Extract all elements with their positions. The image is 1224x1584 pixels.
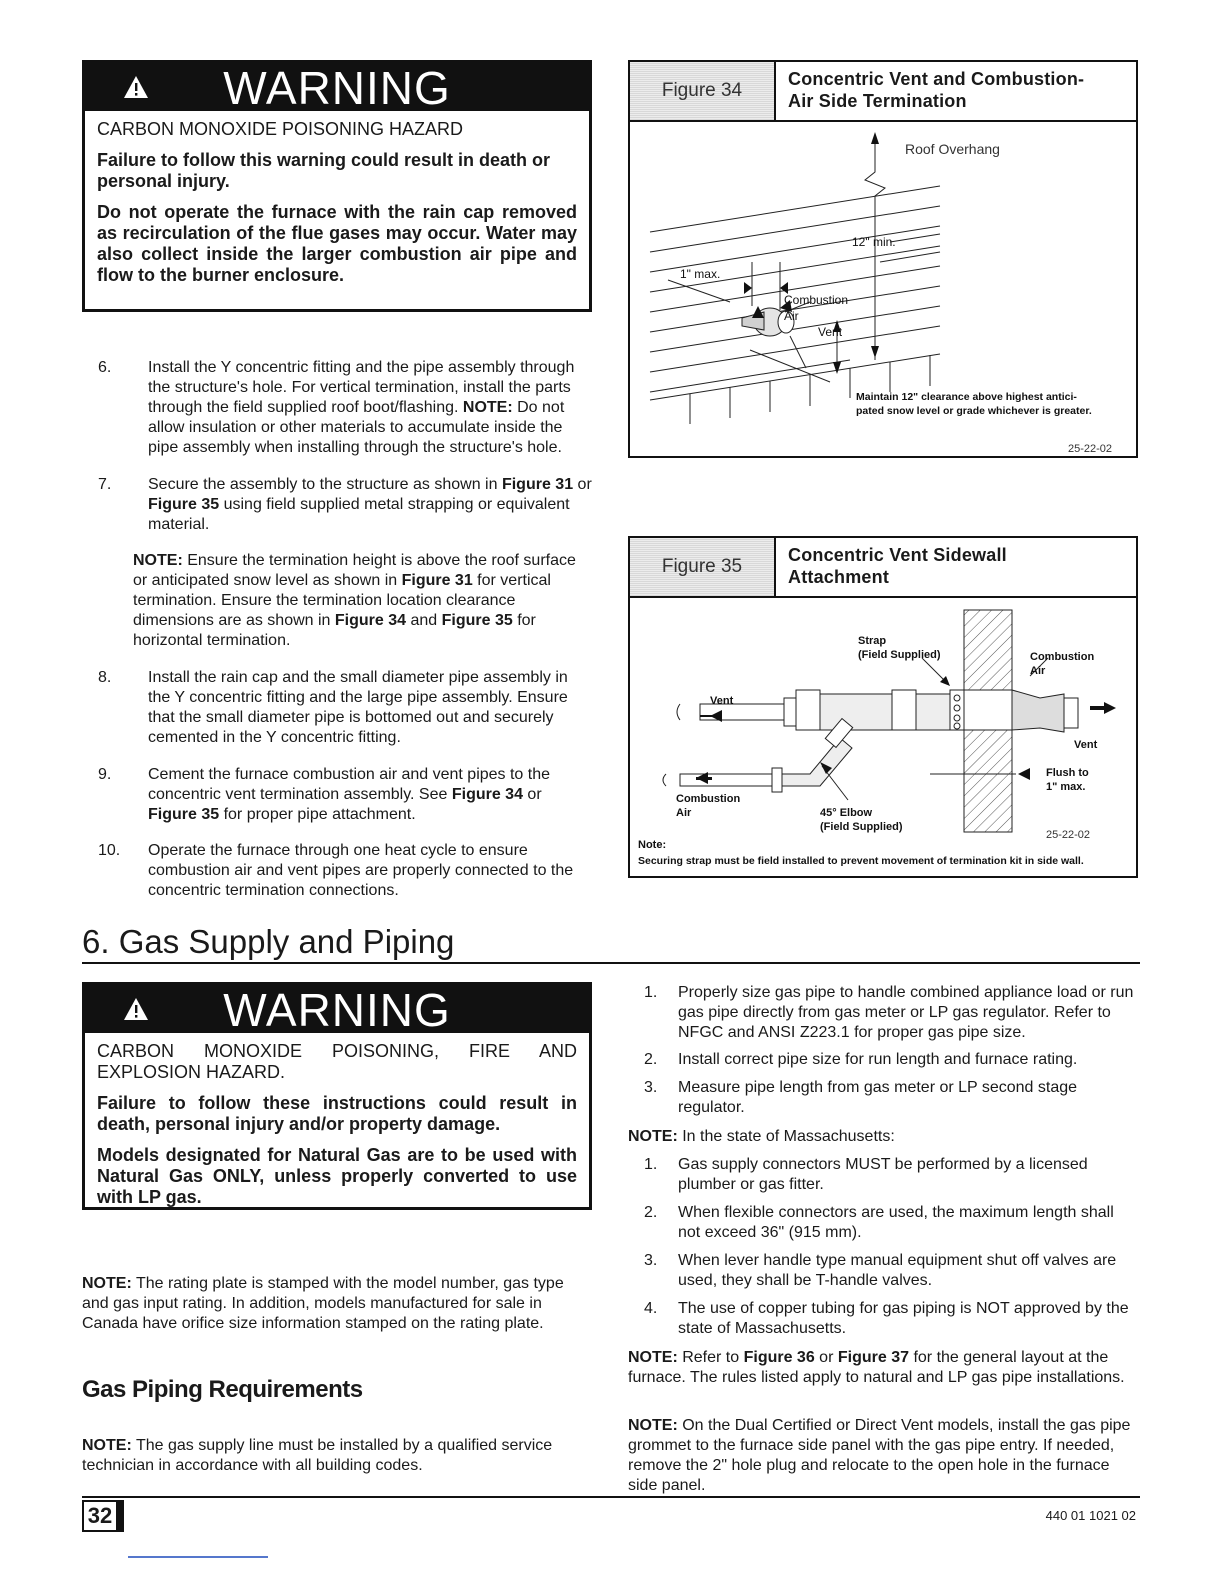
air-label: Air — [1030, 665, 1046, 677]
list-number: 8. — [98, 669, 112, 686]
note-qualified-technician: NOTE: The gas supply line must be installed by a qualified service technician in accordance with all building codes. — [82, 1437, 553, 1474]
combustion-air-left-label-1: Combustion — [676, 793, 741, 805]
list-text: Operate the furnace through one heat cycle to ensure combustion air and vent pipes are properly connected to the concentric termination connections. — [148, 842, 574, 899]
page-number-bar — [118, 1500, 124, 1532]
maintain-clearance-line2: pated snow level or grade whichever is greater. — [856, 405, 1092, 417]
note-text: Securing strap must be field installed to prevent movement of termination kit in side wall. — [638, 855, 1084, 867]
elbow-label: 45° Elbow — [820, 807, 873, 819]
combustion-label: Combustion — [784, 293, 849, 307]
list-text: Install the Y concentric fitting and the pipe assembly through the structure's hole. For vertical termination, install the parts through the field supplied roof boot/flashing. NOTE: Do not allow insulation or other materials to accumulate inside the pipe assembly when installing through the structure's hole. — [148, 359, 575, 456]
warning-header — [85, 984, 589, 1036]
list-text: When flexible connectors are used, the maximum length shall not exceed 36" (915 mm). — [678, 1204, 1114, 1241]
figure-code: 25-22-02 — [1068, 443, 1113, 455]
list-text: Install the rain cap and the small diameter pipe assembly in the Y concentric fitting and the large pipe assembly. Ensure that the small diameter pipe is bottomed out and securely cemented in the Y concentric fitting. — [148, 669, 568, 746]
note-dual-certified: NOTE: On the Dual Certified or Direct Vent models, install the gas pipe grommet to the furnace side panel with the gas pipe entry. If needed, remove the 2" hole plug and relocate to the open hole in the furnace side panel. — [628, 1417, 1131, 1494]
figure-label: Figure 34 — [630, 62, 776, 120]
warning-consequence: Failure to follow these instructions could result in death, personal injury and/or property damage. — [97, 1093, 577, 1134]
warning-heading: WARNING — [223, 62, 451, 114]
air-label: Air — [784, 309, 799, 323]
list-number: 7. — [98, 476, 112, 493]
note-rating-plate: NOTE: The rating plate is stamped with the model number, gas type and gas input rating. In addition, models manufactured for sale in Canada have orifice size information stamped on the rating plate. — [82, 1275, 564, 1332]
twelve-min-label: 12" min. — [852, 235, 896, 249]
warning-box-gas — [82, 982, 592, 1210]
list-text: Gas supply connectors MUST be performed by a licensed plumber or gas fitter. — [678, 1156, 1088, 1193]
figure-code: 25-22-02 — [1046, 829, 1091, 841]
list-number: 1. — [644, 1156, 658, 1173]
figure-34 — [628, 60, 1138, 458]
flush-to-label: Flush to — [1046, 767, 1089, 779]
subheading: Gas Piping Requirements — [82, 1376, 363, 1403]
combustion-air-left-label-2: Air — [676, 807, 692, 819]
figure-title: Concentric Vent Sidewall Attachment — [788, 545, 1007, 587]
warning-hazard: CARBON MONOXIDE POISONING, FIRE AND EXPLOSION HAZARD. — [97, 1041, 577, 1082]
vent-label: Vent — [818, 325, 843, 339]
note-massachusetts: NOTE: In the state of Massachusetts: — [628, 1128, 895, 1145]
figure-35 — [628, 536, 1138, 878]
list-number: 4. — [644, 1300, 658, 1317]
warning-hazard: CARBON MONOXIDE POISONING HAZARD — [97, 119, 464, 139]
warning-header — [85, 62, 589, 114]
strap-field-supplied-label: (Field Supplied) — [858, 649, 941, 661]
list-text: Secure the assembly to the structure as shown in Figure 31 or Figure 35 using field supplied metal strapping or equivalent material. — [148, 476, 592, 533]
list-text: Properly size gas pipe to handle combined appliance load or run gas pipe directly from gas meter or LP gas regulator. Refer to NFGC and ANSI Z223.1 for proper gas pipe size. — [678, 984, 1134, 1041]
vent-left-label: Vent — [710, 695, 734, 707]
figure-label: Figure 35 — [630, 538, 776, 596]
warning-instruction: Do not operate the furnace with the rain cap removed as recirculation of the flue gases may occur. Water may also collect inside the larger combustion air pipe and flow to the burner enclosure. — [97, 202, 577, 285]
page-number: 32 — [82, 1500, 118, 1532]
maintain-clearance-line1: Maintain 12" clearance above highest antici- — [856, 391, 1077, 403]
note-label: Note: — [638, 839, 667, 851]
footer-rule — [82, 1496, 1140, 1498]
figure-title: Concentric Vent and Combustion- Air Side Termination — [788, 69, 1085, 111]
list-text: Cement the furnace combustion air and vent pipes to the concentric vent termination assembly. See Figure 34 or Figure 35 for proper pipe attachment. — [148, 766, 551, 823]
section-title: 6. Gas Supply and Piping — [82, 923, 455, 960]
vent-right-label: Vent — [1074, 739, 1098, 751]
strap-label: Strap — [858, 635, 887, 647]
list-text: When lever handle type manual equipment shut off valves are used, they shall be T-handle valves. — [678, 1252, 1117, 1289]
one-max-label: 1" max. — [680, 267, 721, 281]
list-number: 9. — [98, 766, 112, 783]
list-number: 10. — [98, 842, 121, 859]
warning-instruction: Models designated for Natural Gas are to be used with Natural Gas ONLY, unless properly converted to use with LP gas. — [97, 1145, 577, 1207]
note-termination-height: NOTE: Ensure the termination height is above the roof surface or anticipated snow level as shown in Figure 31 for vertical termination. Ensure the termination location clearance dimensions are as shown in Figure 34 and Figure 35 for horizontal termination. — [133, 552, 576, 649]
one-max-label: 1" max. — [1046, 781, 1086, 793]
roof-overhang-label: Roof Overhang — [905, 141, 1000, 157]
side-termination-diagram — [630, 122, 1136, 456]
warning-consequence: Failure to follow this warning could result in death or personal injury. — [97, 150, 551, 191]
list-number: 6. — [98, 359, 112, 376]
document-number: 440 01 1021 02 — [1045, 1508, 1136, 1523]
list-number: 3. — [644, 1252, 658, 1269]
list-number: 2. — [644, 1204, 658, 1221]
list-number: 3. — [644, 1079, 658, 1096]
list-text: Install correct pipe size for run length and furnace rating. — [678, 1051, 1078, 1068]
warning-heading: WARNING — [223, 984, 451, 1036]
blue-divider — [128, 1556, 268, 1558]
list-text: Measure pipe length from gas meter or LP second stage regulator. — [678, 1079, 1078, 1116]
elbow-field-supplied-label: (Field Supplied) — [820, 821, 903, 833]
note-figure-layout: NOTE: Refer to Figure 36 or Figure 37 for the general layout at the furnace. The rules listed apply to natural and LP gas pipe installations. — [628, 1349, 1125, 1386]
sidewall-attachment-diagram — [630, 598, 1136, 876]
list-text: The use of copper tubing for gas piping is NOT approved by the state of Massachusetts. — [678, 1300, 1129, 1337]
list-number: 2. — [644, 1051, 658, 1068]
combustion-label: Combustion — [1030, 651, 1095, 663]
section-rule — [82, 962, 1140, 964]
warning-box-carbon-monoxide — [82, 60, 592, 312]
list-number: 1. — [644, 984, 658, 1001]
